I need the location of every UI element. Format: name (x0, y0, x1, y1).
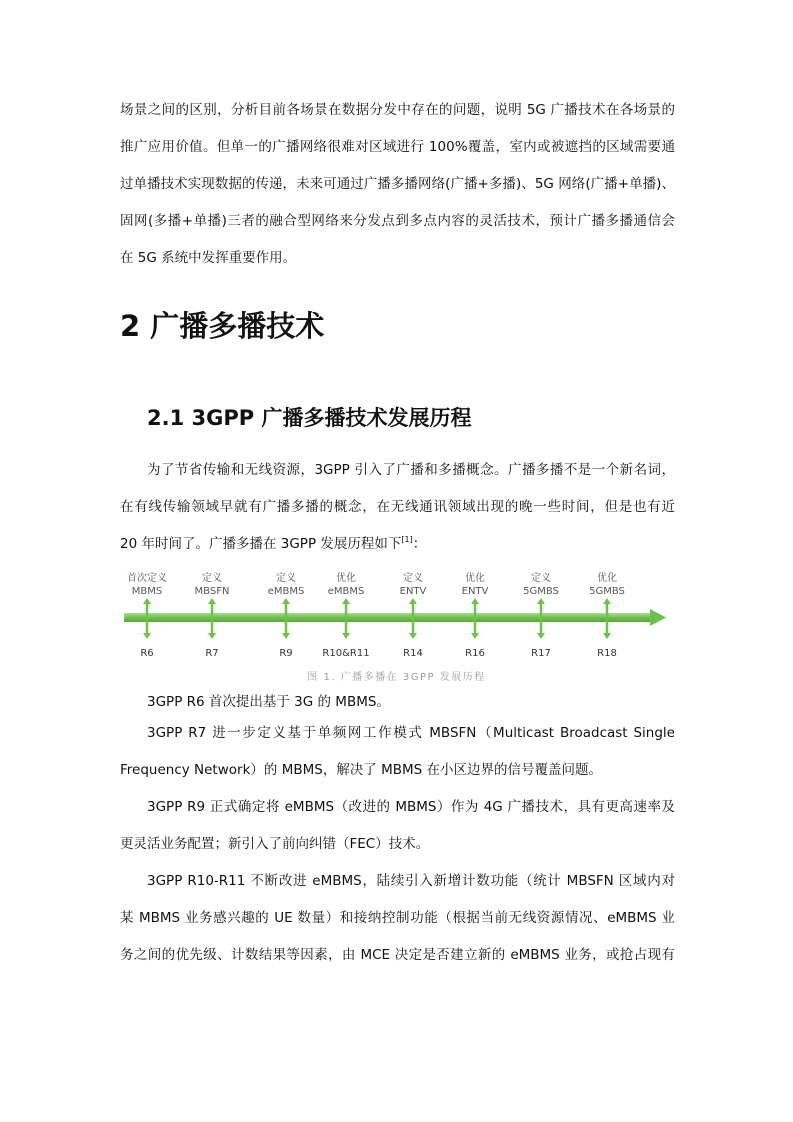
timeline-release-label: R9 (279, 648, 293, 659)
timeline-feature-label: 5GMBS (523, 586, 559, 597)
timeline-down-arrow (342, 633, 350, 639)
text-line: 场景之间的区别，分析目前各场景在数据分发中存在的问题，说明 5G 广播技术在各场景的 (120, 102, 675, 118)
timeline-up-arrow (409, 598, 417, 604)
body-paragraph-r7 (120, 715, 675, 789)
text-line: 3GPP R10-R11 不断改进 eMBMS，陆续引入新增计数功能（统计 MBSFN 区域内对 (147, 873, 675, 889)
timeline-release-label: R18 (597, 648, 617, 659)
timeline-action-label: 优化 (597, 573, 617, 584)
timeline-feature-label: eMBMS (327, 586, 365, 597)
timeline-down-arrow (282, 633, 290, 639)
text-line: 在 5G 系统中发挥重要作用。 (120, 250, 297, 266)
text-line: 更灵活业务配置；新引入了前向纠错（FEC）技术。 (120, 836, 430, 852)
timeline-release-label: R6 (140, 648, 154, 659)
timeline-up-arrow (208, 598, 216, 604)
text-line: 在有线传输领域早就有广播多播的概念，在无线通讯领域出现的晚一些时间，但是也有近 (120, 499, 675, 515)
timeline-down-arrow (143, 633, 151, 639)
timeline-release-label: R16 (465, 648, 485, 659)
timeline-up-arrow (603, 598, 611, 604)
timeline-down-arrow (409, 633, 417, 639)
body-paragraph-r9 (120, 789, 675, 863)
timeline-release-label: R10&R11 (322, 648, 370, 659)
section-heading: 2 广播多播技术 (120, 309, 325, 343)
text-line: 某 MBMS 业务感兴趣的 UE 数量）和接纳控制功能（根据当前无线资源情况、eMBMS 业 (120, 910, 675, 926)
text-line: 3GPP R7 进一步定义基于单频网工作模式 MBSFN（Multicast Broadcast Single (147, 725, 675, 741)
text-line: 3GPP R9 正式确定将 eMBMS（改进的 MBMS）作为 4G 广播技术，具有更高速率及 (147, 799, 675, 815)
timeline-release-label: R17 (531, 648, 551, 659)
timeline-action-label: 定义 (403, 573, 423, 584)
timeline-feature-label: ENTV (399, 586, 427, 597)
timeline-action-label: 首次定义 (127, 573, 167, 584)
timeline-arrow-head (650, 609, 666, 626)
timeline-down-arrow (471, 633, 479, 639)
timeline-up-arrow (537, 598, 545, 604)
text-line: 3GPP R6 首次提出基于 3G 的 MBMS。 (147, 694, 390, 710)
figure-caption: 图 1. 广播多播在 3GPP 发展历程 (307, 672, 486, 683)
intro-paragraph (120, 92, 675, 277)
timeline-down-arrow (208, 633, 216, 639)
timeline-down-arrow (537, 633, 545, 639)
section-intro-paragraph (120, 452, 675, 563)
timeline-up-arrow (471, 598, 479, 604)
timeline-down-arrow (603, 633, 611, 639)
timeline-action-label: 定义 (276, 573, 296, 584)
timeline-feature-label: MBMS (131, 586, 163, 597)
subsection-heading: 2.1 3GPP 广播多播技术发展历程 (147, 406, 472, 430)
timeline-feature-label: 5GMBS (589, 586, 625, 597)
timeline-action-label: 定义 (531, 573, 551, 584)
text-line: 20 年时间了。广播多播在 3GPP 发展历程如下 (120, 536, 402, 552)
timeline-feature-label: ENTV (461, 586, 489, 597)
timeline-figure (118, 560, 678, 665)
timeline-release-label: R14 (403, 648, 423, 659)
timeline-action-label: 定义 (202, 573, 222, 584)
text-line: 为了节省传输和无线资源，3GPP 引入了广播和多播概念。广播多播不是一个新名词， (147, 462, 675, 478)
text-line: 推广应用价值。但单一的广播网络很难对区域进行 100%覆盖，室内或被遮挡的区域需要通 (120, 139, 675, 155)
timeline-feature-label: eMBMS (267, 586, 305, 597)
timeline-up-arrow (282, 598, 290, 604)
timeline-action-label: 优化 (465, 573, 485, 584)
timeline-action-label: 优化 (336, 573, 356, 584)
text-line: 过单播技术实现数据的传递，未来可通过广播多播网络(广播+多播)、5G 网络(广播+单播)、 (120, 176, 675, 192)
timeline-feature-label: MBSFN (194, 586, 230, 597)
timeline-up-arrow (342, 598, 350, 604)
text-punctuation: ： (412, 536, 427, 552)
timeline-up-arrow (143, 598, 151, 604)
timeline-release-label: R7 (205, 648, 219, 659)
timeline-arrow-shaft (124, 613, 652, 622)
text-line-with-citation (120, 526, 675, 563)
text-line: 固网(多播+单播)三者的融合型网络来分发点到多点内容的灵活技术，预计广播多播通信会 (120, 213, 675, 229)
text-line: Frequency Network）的 MBMS，解决了 MBMS 在小区边界的信号覆盖问题。 (120, 762, 603, 778)
body-paragraph-r10-r11 (120, 863, 675, 974)
text-line: 务之间的优先级、计数结果等因素，由 MCE 决定是否建立新的 eMBMS 业务，或抢占现有 (120, 947, 675, 963)
citation-reference[interactable]: [1] (401, 535, 413, 544)
